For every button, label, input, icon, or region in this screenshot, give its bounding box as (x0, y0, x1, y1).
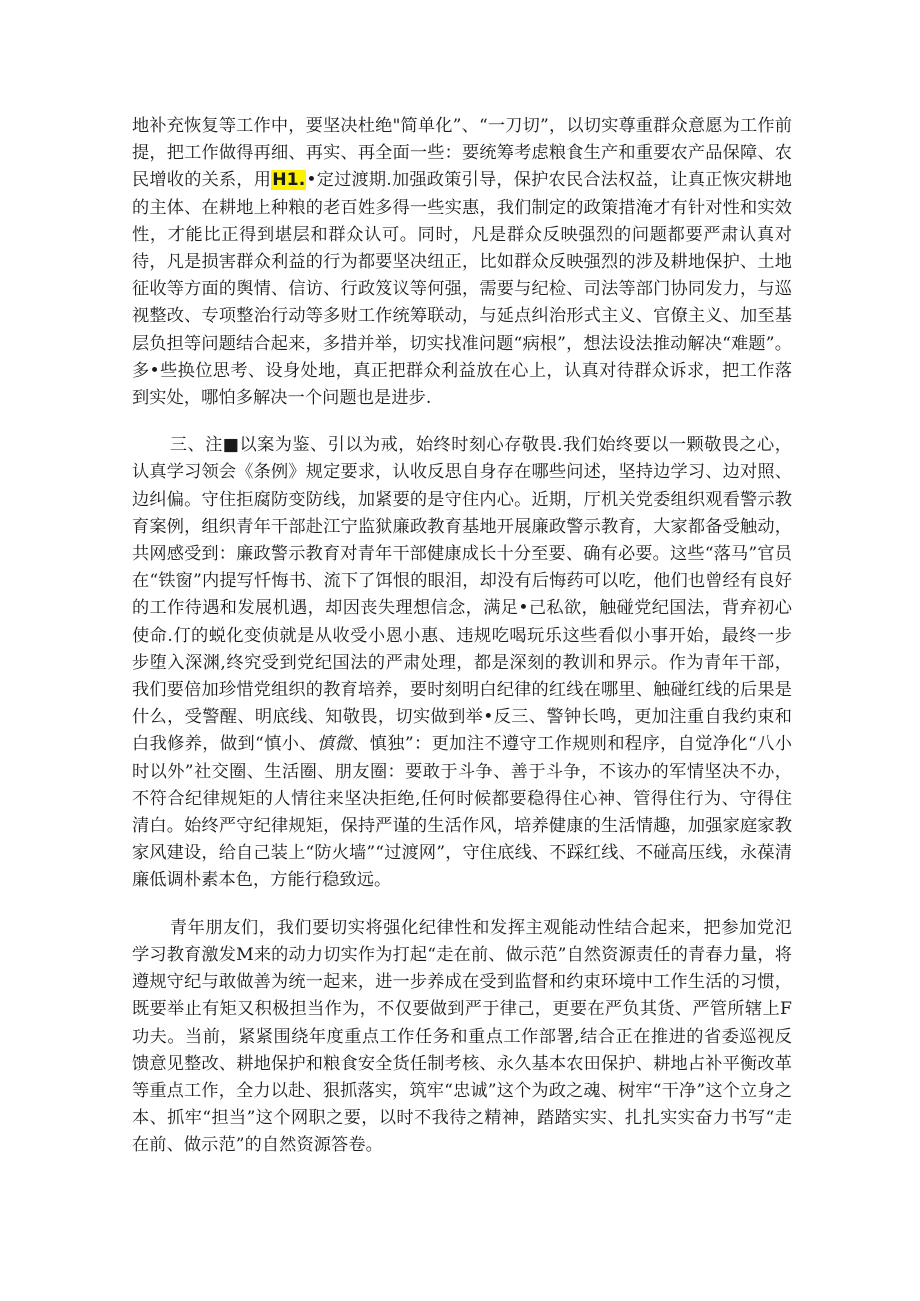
paragraph-2-text-b: 、慎独”：更加注不遵守工作规则和程序，自觉净化“八小时以外”社交圈、生活圈、朋友圈：要敢于斗争、善于斗争，不该办的军情坚决不办，不符合纪律规矩的人情往来坚决拒绝,任何时候都要稳得住心神、管得住行为、守得住清白。始终严守纪律规矩，保持严谨的生活作风，培养健康的生活情趣，加强家庭家教家风建设，给自己装上“防火墙”“过渡网”，守住底线、不踩红线、不碰高压线，永葆清廉低调朴素本色，方能行稳致远。 (132, 734, 793, 891)
highlighted-mark: H1. (272, 170, 306, 191)
paragraph-1-text-b: •定过渡期.加强政策引导，保护农民合法权益，让真正恢灾耕地的主体、在耕地上种粮的老百姓多得一些实惠，我们制定的政策措淹才有针对性和实效性，才能比正得到堪层和群众认可。同时，凡是群众反映强烈的问题都要严肃认真对待，凡是损害群众利益的行为都要坚决纽正，比如群众反映强烈的涉及耕地保护、土地征收等方面的舆情、信访、行政笈议等何强，需要与纪检、司法等部门协同发力，与巡视整改、专项整治行动等多财工作统筹联动，与延点纠治形式主义、官僚主义、加至基层负担等问题结合起来，多措并举，切实找准问题“病根”，想法设法推动解决“难题”。多•些换位思考、设身处地，真正把群众利益放在心上，认真对待群众诉求，把工作落到实处，哪怕多解决一个问题也是进步. (132, 170, 792, 409)
italic-word: 慎微 (316, 734, 353, 755)
paragraph-3: 青年朋友们，我们要切实将强化纪律性和发挥主观能动性结合起来，把参加党氾学习教育激发M来的动力切实作为打起“走在前、做示范”自然资源责任的青春力量，将遵规守纪与敢做善为统一起来，进一步养成在受到监督和约束环境中工作生活的习惯，既要举止有矩又积极担当作为，不仅要做到严于律己，更要在严负其货、严管所辖上F功夫。当前，紧紧围绕年度重点工作任务和重点工作部署,结合正在推进的省委巡视反馈意见整改、耕地保护和粮食安全货任制考核、永久基本农田保护、耕地占补平衡改革等重点工作，全力以赴、狠抓落实，筑牢“忠诚”这个为政之魂、树牢“干净”这个立身之本、抓牢“担当”这个网职之要，以时不我待之精神，踏踏实实、扎扎实实奋力书写“走在前、做示范”的自然资源答卷。 (132, 917, 792, 1156)
paragraph-1 (132, 113, 792, 412)
document-page (132, 113, 792, 1160)
paragraph-2 (132, 432, 792, 894)
paragraph-1-text-a: 地补充恢复等工作中，要坚决杜绝"简单化”、“一刀切”，以切实尊重群众意愿为工作前提，把工作做得再细、再实、再全面一些：要统筹考虑粮食生产和重要农产品保障、农民增收的关系，用 (132, 116, 792, 191)
paragraph-2-text-a: 三、注■以案为鉴、引以为戒，始终时刻心存敬畏.我们始终要以一颗敬畏之心，认真学习领会《条例》规定要求，认收反思自身存在哪些问述，坚持边学习、边对照、边纠偏。守住拒腐防变防线，加紧要的是守住内心。近期，厅机关党委组织观看警示教育案例，组织青年干部赴江宁监狱廉政教育基地开展廉政警示教育，大家都备受触动，共网感受到：廉政警示教育对青年干部健康成长十分至要、确有必要。这些“落马”官员在“铁窗”内提写忏悔书、流下了饵恨的眼泪，却没有后悔药可以吃，他们也曾经有良好的工作待遇和发展机遇，却因丧失理想信念，满足•己私欲，触碰党纪国法，背弃初心使命.仃的蜕化变侦就是从收受小恩小惠、违规吃喝玩乐这些看似小事开始，最终一步步堕入深渊,终究受到党纪国法的严肃处理，都是深刻的教训和界示。作为青年干部，我们要倍加珍惜党组织的教育培养，要时刻明白纪律的红线在哪里、触碰红线的后果是什么，受警醒、明底线、知敬畏，切实做到举•反三、警钟长鸣，更加注重自我约束和白我修养，做到“慎小、 (132, 435, 792, 755)
